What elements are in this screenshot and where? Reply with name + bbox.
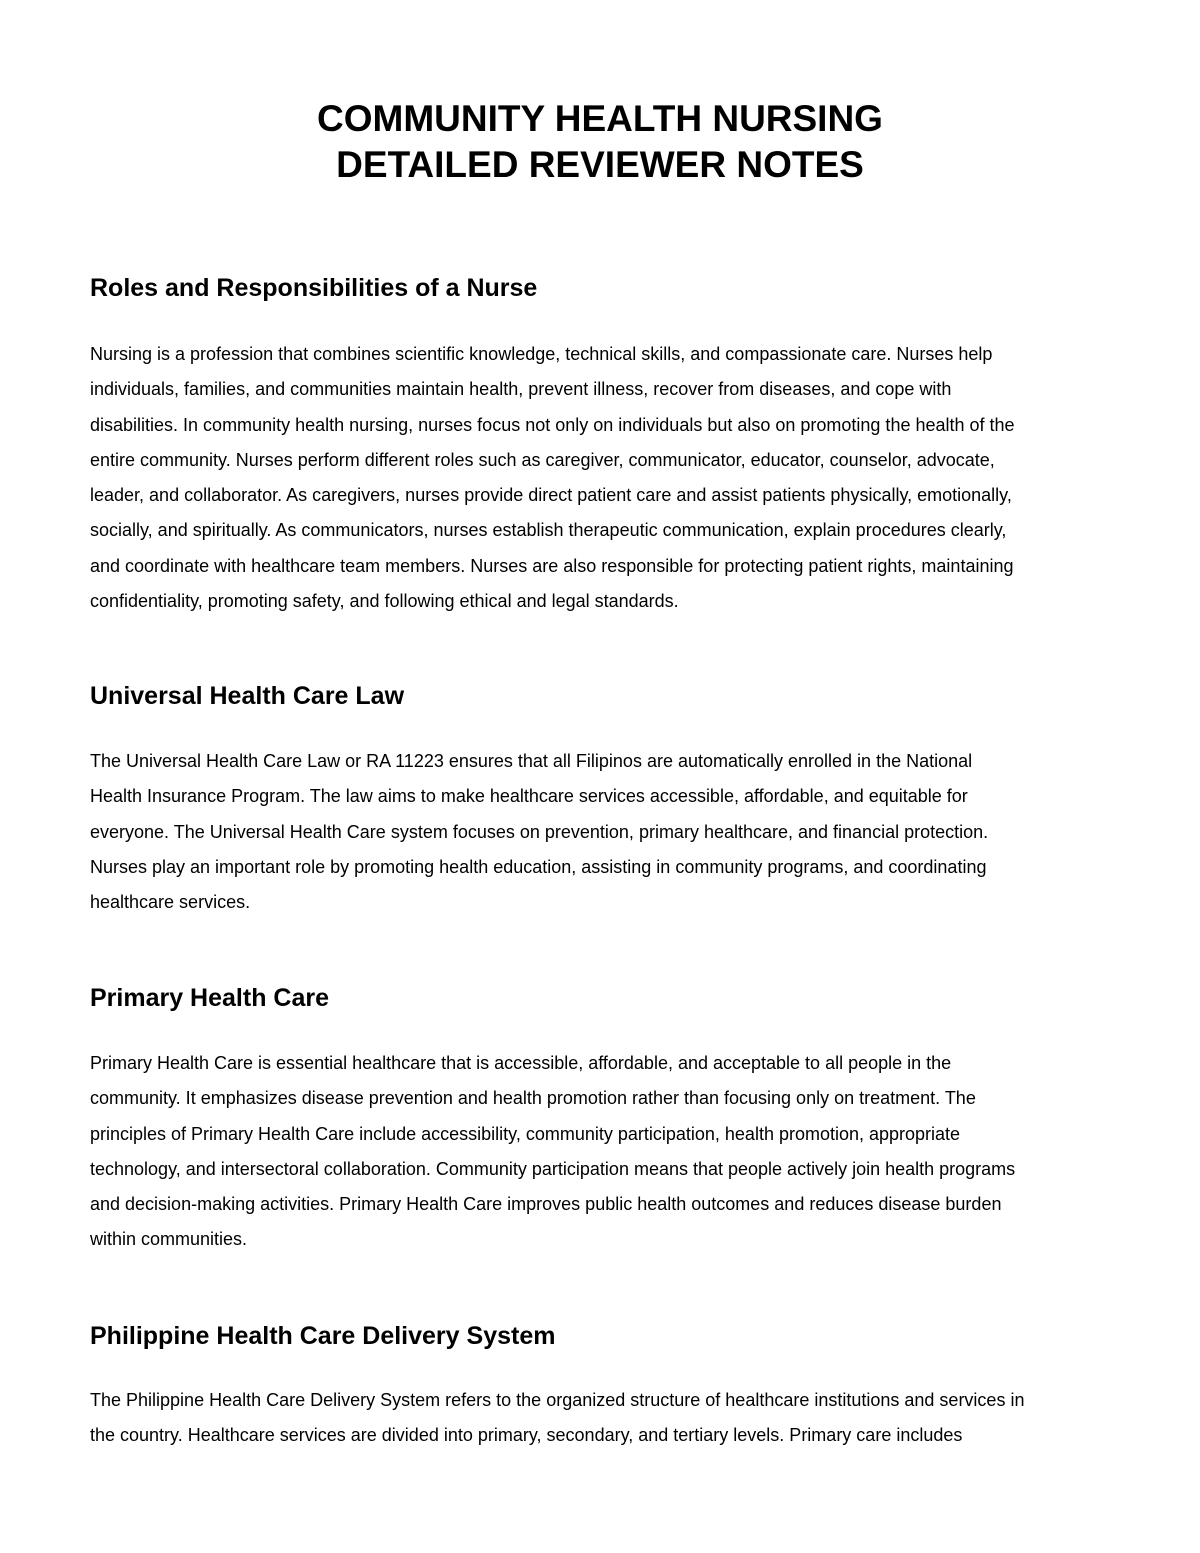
body-line: technology, and intersectoral collaboration. Community participation means that people actively join health programs <box>90 1158 1016 1179</box>
section-body-primary-health-care <box>90 1046 1110 1258</box>
section-heading-delivery-system: Philippine Health Care Delivery System <box>90 1322 556 1350</box>
body-line: individuals, families, and communities maintain health, prevent illness, recover from diseases, and cope with <box>90 379 952 400</box>
body-line: Nurses play an important role by promoting health education, assisting in community programs, and coordinating <box>90 856 987 877</box>
body-line: everyone. The Universal Health Care system focuses on prevention, primary healthcare, and financial protection. <box>90 821 989 842</box>
section-body-roles <box>90 337 1110 619</box>
section-heading-roles: Roles and Responsibilities of a Nurse <box>90 274 538 302</box>
body-line: leader, and collaborator. As caregivers, nurses provide direct patient care and assist patients physically, emotionally, <box>90 485 1012 506</box>
body-line: within communities. <box>90 1229 248 1250</box>
document-title-line-1: COMMUNITY HEALTH NURSING <box>317 98 883 139</box>
body-line: Nursing is a profession that combines scientific knowledge, technical skills, and compassionate care. Nurses help <box>90 344 993 364</box>
section-body-delivery-system <box>90 1383 1110 1454</box>
body-line: confidentiality, promoting safety, and following ethical and legal standards. <box>90 591 679 612</box>
document-title-line-2: DETAILED REVIEWER NOTES <box>336 144 864 185</box>
section-heading-uhc-law: Universal Health Care Law <box>90 682 405 710</box>
section-body-uhc-law <box>90 744 1110 920</box>
body-line: community. It emphasizes disease prevention and health promotion rather than focusing only on treatment. The <box>90 1088 976 1109</box>
body-line: disabilities. In community health nursing, nurses focus not only on individuals but also on promoting the health of the <box>90 414 1015 435</box>
body-line: Primary Health Care is essential healthcare that is accessible, affordable, and acceptable to all people in the <box>90 1053 952 1073</box>
body-line: entire community. Nurses perform different roles such as caregiver, communicator, educator, counselor, advocate, <box>90 449 995 470</box>
body-line: principles of Primary Health Care include accessibility, community participation, health promotion, appropriate <box>90 1123 961 1144</box>
body-line: The Philippine Health Care Delivery System refers to the organized structure of healthcare institutions and services in <box>90 1390 1025 1410</box>
body-line: socially, and spiritually. As communicators, nurses establish therapeutic communication, explain procedures clearly, <box>90 520 1007 541</box>
body-line: Health Insurance Program. The law aims to make healthcare services accessible, affordable, and equitable for <box>90 786 968 807</box>
body-line: The Universal Health Care Law or RA 11223 ensures that all Filipinos are automatically enrolled in the National <box>90 751 973 771</box>
document-title <box>0 96 1200 188</box>
body-line: and coordinate with healthcare team members. Nurses are also responsible for protecting patient rights, maintaining <box>90 555 1014 576</box>
section-heading-primary-health-care: Primary Health Care <box>90 984 330 1012</box>
body-line: healthcare services. <box>90 892 251 913</box>
body-line: the country. Healthcare services are divided into primary, secondary, and tertiary levels. Primary care includes <box>90 1425 963 1446</box>
body-line: and decision-making activities. Primary Health Care improves public health outcomes and reduces disease burden <box>90 1194 1002 1215</box>
